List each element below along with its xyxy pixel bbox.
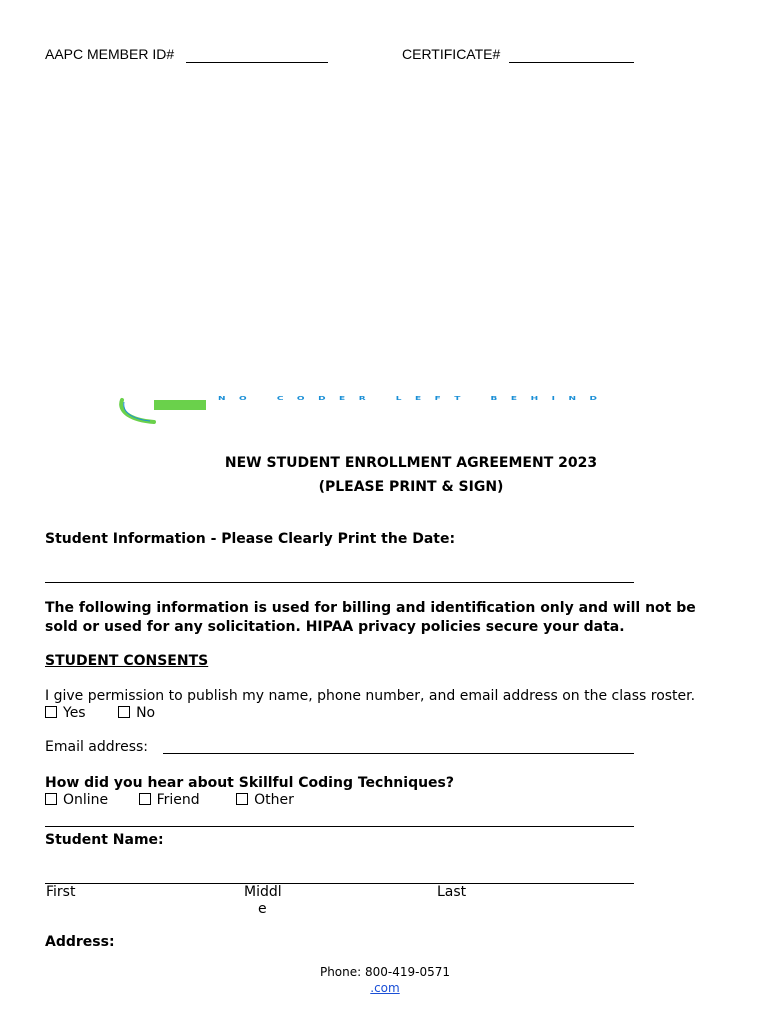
online-checkbox[interactable] xyxy=(45,793,57,805)
yes-option[interactable] xyxy=(45,705,86,721)
no-checkbox[interactable] xyxy=(118,706,130,718)
date-field[interactable] xyxy=(45,582,634,583)
middle-name-label-part2: e xyxy=(258,901,267,917)
student-name-field[interactable] xyxy=(45,883,634,884)
address-heading: Address: xyxy=(45,934,115,950)
page-subtitle: (PLEASE PRINT & SIGN) xyxy=(318,479,504,495)
student-info-heading: Student Information - Please Clearly Print the Date: xyxy=(45,531,456,547)
permission-options xyxy=(45,705,155,721)
friend-label: Friend xyxy=(156,792,200,808)
yes-label: Yes xyxy=(63,705,86,721)
other-checkbox[interactable] xyxy=(236,793,248,805)
email-label: Email address: xyxy=(45,739,149,755)
first-name-label: First xyxy=(46,884,76,900)
page-title: NEW STUDENT ENROLLMENT AGREEMENT 2023 xyxy=(224,455,598,471)
referral-options xyxy=(45,792,294,808)
no-label: No xyxy=(136,705,156,721)
certificate-field[interactable] xyxy=(509,62,634,63)
email-field[interactable] xyxy=(163,753,634,754)
logo-tagline: NO CODER LEFT BEHIND xyxy=(218,396,611,402)
other-label: Other xyxy=(254,792,294,808)
logo xyxy=(110,392,710,426)
permission-text: I give permission to publish my name, phone number, and email address on the class roster. xyxy=(45,688,696,704)
referral-divider xyxy=(45,826,634,827)
last-name-label: Last xyxy=(437,884,467,900)
privacy-notice-line1: The following information is used for billing and identification only and will not be xyxy=(45,600,696,616)
friend-checkbox[interactable] xyxy=(139,793,151,805)
footer-web-link[interactable]: .com xyxy=(370,981,400,995)
member-id-field[interactable] xyxy=(186,62,328,63)
member-id-label: AAPC MEMBER ID# xyxy=(45,46,175,62)
yes-checkbox[interactable] xyxy=(45,706,57,718)
middle-name-label xyxy=(244,884,282,918)
footer-web xyxy=(0,981,770,995)
privacy-notice-line2: sold or used for any solicitation. HIPAA privacy policies secure your data. xyxy=(45,619,625,635)
no-option[interactable] xyxy=(118,705,155,721)
footer-phone: Phone: 800-419-0571 xyxy=(319,965,451,979)
student-name-heading: Student Name: xyxy=(45,832,164,848)
friend-option[interactable] xyxy=(139,792,200,808)
consents-heading: STUDENT CONSENTS xyxy=(45,653,209,669)
referral-question: How did you hear about Skillful Coding Techniques? xyxy=(45,775,455,791)
other-option[interactable] xyxy=(236,792,294,808)
online-option[interactable] xyxy=(45,792,108,808)
certificate-label: CERTIFICATE# xyxy=(402,46,501,62)
online-label: Online xyxy=(63,792,109,808)
middle-name-label-part1: Middl xyxy=(244,884,282,900)
